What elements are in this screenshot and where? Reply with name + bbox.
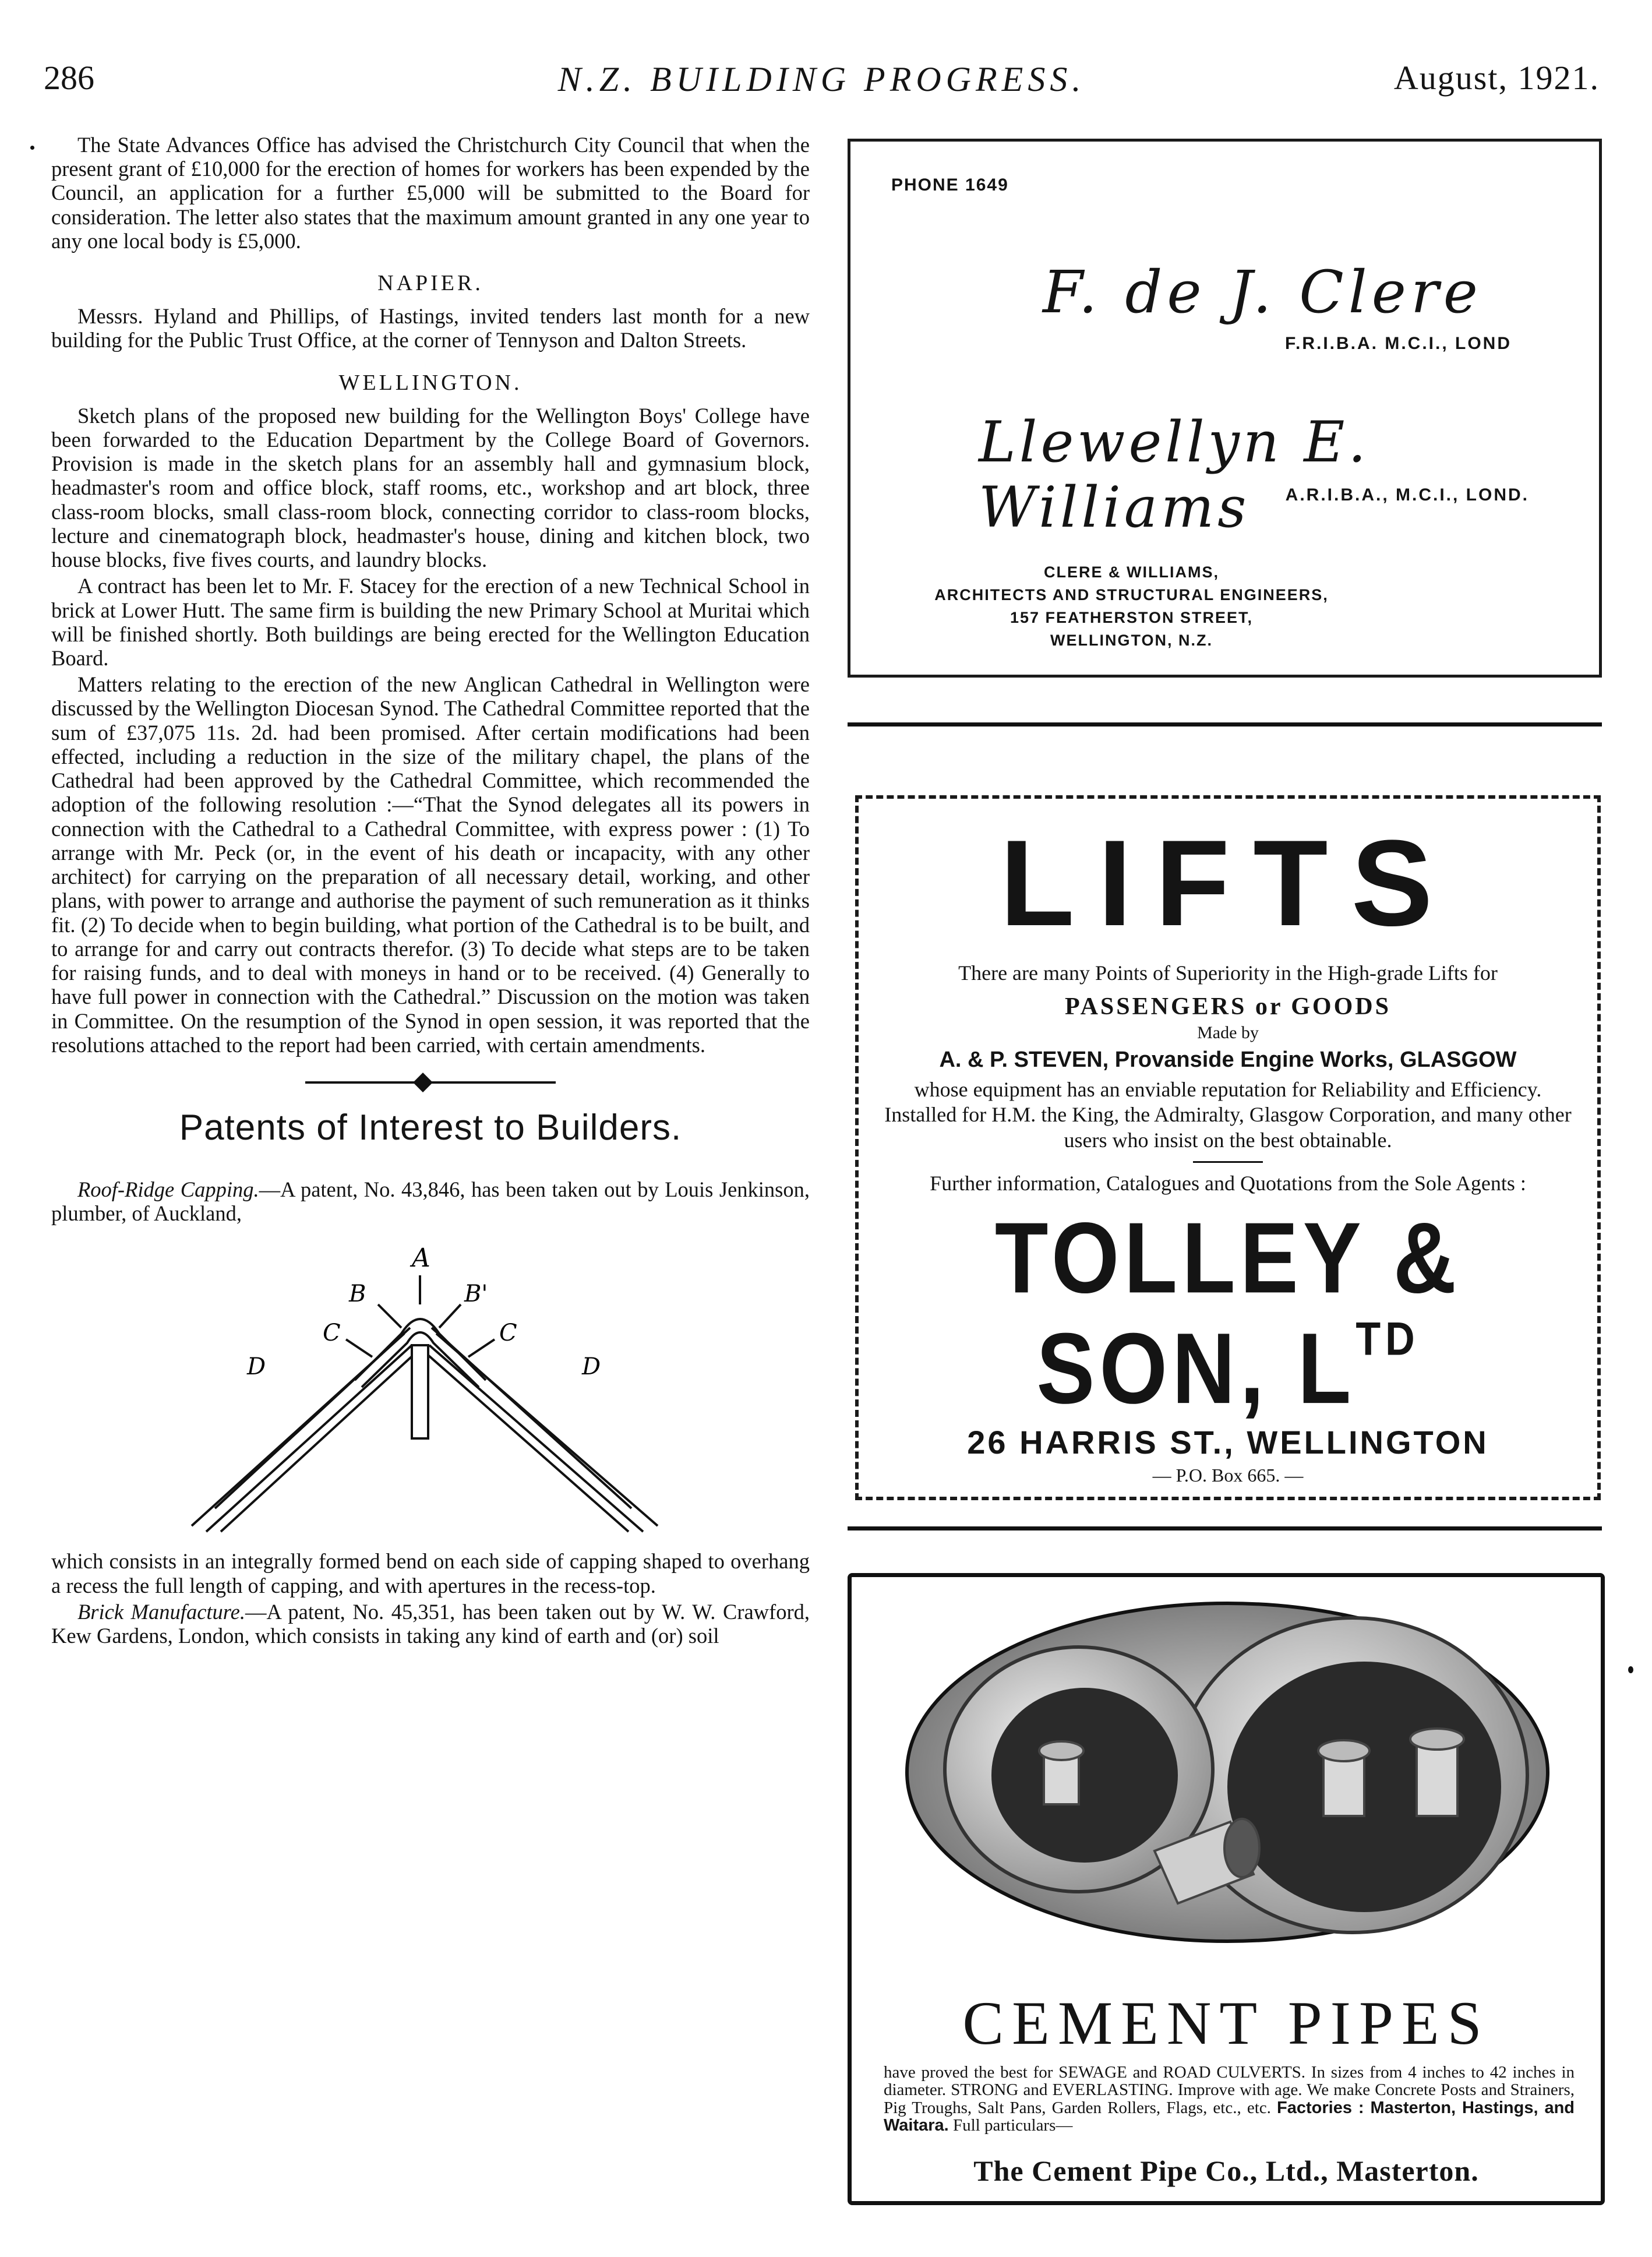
issue-date: August, 1921. xyxy=(1393,59,1600,97)
phone-number: PHONE 1649 xyxy=(891,175,1009,195)
column-rule-1 xyxy=(848,722,1602,727)
roof-ridge-capping-diagram xyxy=(180,1235,681,1537)
architects-advertisement xyxy=(848,139,1602,678)
firm-description: ARCHITECTS AND STRUCTURAL ENGINEERS, xyxy=(934,586,1329,604)
pipe-company: The Cement Pipe Co., Ltd., Masterton. xyxy=(973,2154,1479,2187)
pipes-photograph xyxy=(904,1600,1551,1944)
agent-address: 26 HARRIS ST., WELLINGTON xyxy=(967,1423,1489,1461)
cement-pipes-headline: CEMENT PIPES xyxy=(962,1989,1490,2057)
label-b: B xyxy=(349,1281,366,1308)
news-column xyxy=(51,129,810,1648)
wellington-heading: WELLINGTON. xyxy=(338,370,523,395)
lifts-body: whose equipment has an enviable reputation for Reliability and Efficiency. Installed for H.M. the King, the Admiralty, Glasgow Corporation, and many other users who insist on the best obtainable. xyxy=(884,1078,1572,1152)
patent-1-paragraph xyxy=(51,1177,810,1225)
further-information: Further information, Catalogues and Quotations from the Sole Agents : xyxy=(930,1171,1526,1195)
pipes-factories: Factories : Masterton, Hastings, and Waitara. xyxy=(884,2098,1575,2135)
signature-williams: Llewellyn E. Williams xyxy=(979,410,1369,540)
patent-1-continuation: which consists in an integrally formed bend on each side of capping shaped to overhang a recess the full length of capping, and with apertures in the recess-top. xyxy=(51,1549,810,1597)
firm-street: 157 FEATHERSTON STREET, xyxy=(1009,609,1254,627)
column-rule-2 xyxy=(848,1526,1602,1530)
lifts-headline: LIFTS xyxy=(1000,814,1456,951)
agent-suffix: TD xyxy=(1356,1312,1420,1365)
publication-title: N.Z. BUILDING PROGRESS. xyxy=(557,60,1086,98)
firm-name: CLERE & WILLIAMS, xyxy=(1044,563,1219,581)
label-a: A xyxy=(412,1243,430,1274)
wellington-paragraph-3: Matters relating to the erection of the new Anglican Cathedral in Wellington were discussed by the Wellington Diocesan Synod. The Cathedral Committee reported that the sum of £37,075 11s. 2d. had been promised. After certain modifications had been effected, including a reduction in the size of the military chapel, the plans of the Cathedral had been approved by the Cathedral Committee, which recommended the adoption of the following resolution :—“That the Synod delegates all its powers in connection with the Cathedral to a Cathedral Committee, with express power : (1) To arrange with Mr. Peck (or, in the event of his death or incapacity, with any other architect) for carrying on the preparation of all necessary detail, working, and other plans, with power to arrange and authorise the payment of such remuneration as it thinks fit. (2) To decide when to begin building, what portion of the Cathedral is to be built, and to arrange for and carry out contracts therefor. (3) To decide what steps are to be taken for raising funds, and to deal with moneys in hand or to be received. (4) Generally to have full power in connection with the Cathedral.” Discussion on the motion was taken in Committee. On the resumption of the Synod in open session, it was reported that the resolutions attached to the report had been carried, with certain amendments. xyxy=(51,672,810,1057)
made-by: Made by xyxy=(1197,1023,1259,1043)
label-d-right: D xyxy=(582,1353,601,1381)
patent-2-title: Brick Manufacture. xyxy=(77,1599,245,1624)
patent-1-title: Roof-Ridge Capping. xyxy=(77,1177,259,1201)
label-c-right: C xyxy=(499,1320,517,1347)
short-rule xyxy=(1193,1161,1263,1163)
label-c-left: C xyxy=(323,1320,341,1347)
pipes-body: have proved the best for SEWAGE and ROAD CULVERTS. In sizes from 4 inches to 42 inches in diameter. STRONG and EVERLASTING. Improve with age. We make Concrete Posts and Strainers, Pig Troughs, Salt Pans, Garden Rollers, Flags, etc., etc. xyxy=(884,2063,1575,2117)
label-b-prime: B' xyxy=(464,1281,488,1308)
patent-1-text: —A patent, No. 43,846, has been taken out by Louis Jenkinson, plumber, of Auckland, xyxy=(51,1177,810,1226)
passengers-goods: PASSENGERS or GOODS xyxy=(1065,993,1391,1021)
christchurch-paragraph: The State Advances Office has advised the Christchurch City Council that when the present grant of £10,000 for the erection of homes for workers has been expended by the Council, an application for a further £5,000 will be submitted to the Board for consideration. The letter also states that the maximum amount granted in any one year to any one local body is £5,000. xyxy=(51,133,810,253)
agent-name: TOLLEY & SON, L xyxy=(994,1201,1462,1424)
label-d-left: D xyxy=(247,1353,266,1381)
print-speck xyxy=(30,146,34,150)
napier-paragraph: Messrs. Hyland and Phillips, of Hastings, invited tenders last month for a new building for the Public Trust Office, at the corner of Tennyson and Dalton Streets. xyxy=(51,304,810,352)
wellington-paragraph-1: Sketch plans of the proposed new building for the Wellington Boys' College have been forwarded to the Education Department by the College Board of Governors. Provision is made in the sketch plans for an assembly hall and gymnasium block, headmaster's room and office block, staff rooms, etc., workshop and art block, three class-room blocks, small class-room block, connecting corridor to class-room blocks, lecture and cinematograph block, headmaster's house, dining and kitchen block, two house blocks, five fives courts, and laundry blocks. xyxy=(51,403,810,572)
qualifications-williams: A.R.I.B.A., M.C.I., LOND. xyxy=(1285,485,1529,505)
po-box: — P.O. Box 665. — xyxy=(1152,1464,1304,1486)
section-divider xyxy=(305,1074,556,1092)
patents-heading: Patents of Interest to Builders. xyxy=(179,1107,682,1148)
patent-2-paragraph xyxy=(51,1600,810,1648)
sole-agent xyxy=(882,1202,1574,1424)
firm-city: WELLINGTON, N.Z. xyxy=(1050,632,1213,650)
print-speck xyxy=(1628,1666,1633,1673)
running-head xyxy=(44,58,1600,105)
firm-details xyxy=(885,561,1378,653)
signature-clere: F. de J. Clere xyxy=(1043,258,1482,326)
pipes-description xyxy=(884,2064,1575,2135)
qualifications-clere: F.R.I.B.A. M.C.I., LOND xyxy=(1285,334,1512,353)
cement-pipes-advertisement xyxy=(848,1573,1605,2205)
patent-2-text: —A patent, No. 45,351, has been taken out by W. W. Crawford, Kew Gardens, London, which consists in taking any kind of earth and (or) soil xyxy=(51,1599,810,1648)
lifts-intro: There are many Points of Superiority in the High-grade Lifts for xyxy=(958,961,1498,985)
wellington-paragraph-2: A contract has been let to Mr. F. Stacey for the erection of a new Technical School in brick at Lower Hutt. The same firm is building the new Primary School at Muritai which will be finished shortly. Both buildings are being erected for the Wellington Education Board. xyxy=(51,574,810,670)
pipes-particulars: Full particulars— xyxy=(953,2116,1073,2135)
lifts-advertisement xyxy=(855,795,1601,1500)
page-number: 286 xyxy=(44,59,94,97)
napier-heading: NAPIER. xyxy=(377,271,483,296)
manufacturer: A. & P. STEVEN, Provanside Engine Works, GLASGOW xyxy=(939,1048,1517,1073)
